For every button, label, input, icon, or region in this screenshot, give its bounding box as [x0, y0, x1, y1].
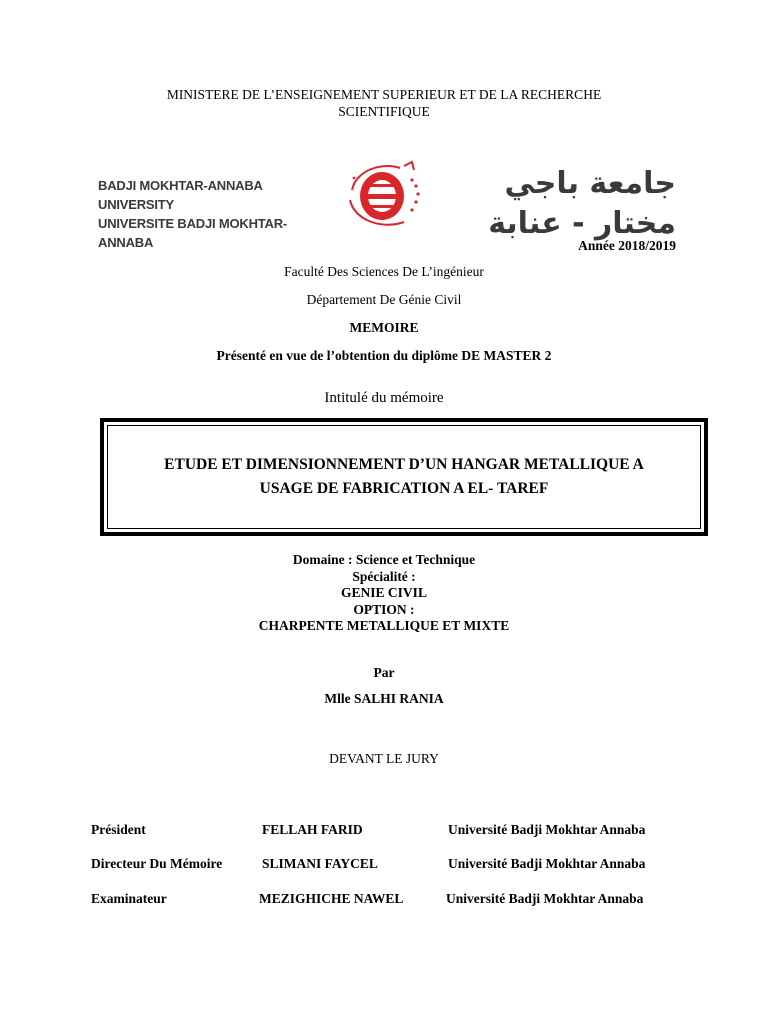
document-type: MEMOIRE [349, 320, 419, 335]
ministry-line-1: MINISTERE DE L’ENSEIGNEMENT SUPERIEUR ET DE LA RECHERCHE [166, 87, 602, 102]
jury-name: FELLAH FARID [262, 822, 363, 837]
university-name-fr: UNIVERSITE BADJI MOKHTAR-ANNABA [98, 216, 288, 250]
author-name: Mlle SALHI RANIA [324, 691, 444, 706]
ministry-header [0, 86, 768, 120]
jury-institution: Université Badji Mokhtar Annaba [448, 822, 646, 837]
thesis-title-frame [107, 425, 701, 529]
option-label: OPTION : [353, 601, 415, 617]
thesis-title-box [100, 418, 708, 536]
thesis-title [114, 453, 694, 501]
jury-institution: Université Badji Mokhtar Annaba [448, 856, 646, 871]
option: CHARPENTE METALLIQUE ET MIXTE [258, 618, 510, 633]
jury-row [0, 856, 768, 874]
title-label: Intitulé du mémoire [324, 390, 444, 406]
jury-row [0, 891, 768, 909]
university-emblem-icon [342, 160, 430, 232]
academic-year: Année 2018/2019 [578, 238, 676, 253]
jury-title: DEVANT LE JURY [329, 751, 439, 766]
jury-role: Directeur Du Mémoire [91, 856, 223, 871]
specialty-label: Spécialité : [352, 568, 416, 584]
jury-role: Président [91, 822, 146, 837]
thesis-title-line-1: ETUDE ET DIMENSIONNEMENT D’UN HANGAR METALLIQUE A [164, 456, 644, 473]
jury-role: Examinateur [91, 891, 167, 906]
jury-institution: Université Badji Mokhtar Annaba [446, 891, 644, 906]
domain-block [0, 552, 768, 635]
domain: Domaine : Science et Technique [292, 552, 476, 567]
ministry-line-2: SCIENTIFIQUE [338, 104, 430, 119]
jury-name: MEZIGHICHE NAWEL [259, 891, 404, 906]
university-name-latin [98, 176, 338, 252]
jury-row [0, 822, 768, 840]
faculty: Faculté Des Sciences De L’ingénieur [284, 264, 484, 279]
thesis-title-line-2: USAGE DE FABRICATION A EL- TAREF [259, 480, 549, 497]
specialty: GENIE CIVIL [341, 585, 427, 600]
department: Département De Génie Civil [306, 292, 462, 307]
by-label: Par [373, 665, 395, 680]
diploma-statement: Présenté en vue de l’obtention du diplôme DE MASTER 2 [216, 348, 552, 363]
jury-name: SLIMANI FAYCEL [262, 856, 378, 871]
university-name-en: BADJI MOKHTAR-ANNABA UNIVERSITY [98, 178, 263, 212]
university-name-arabic: جامعة باجي مختار - عنابة [488, 166, 676, 241]
